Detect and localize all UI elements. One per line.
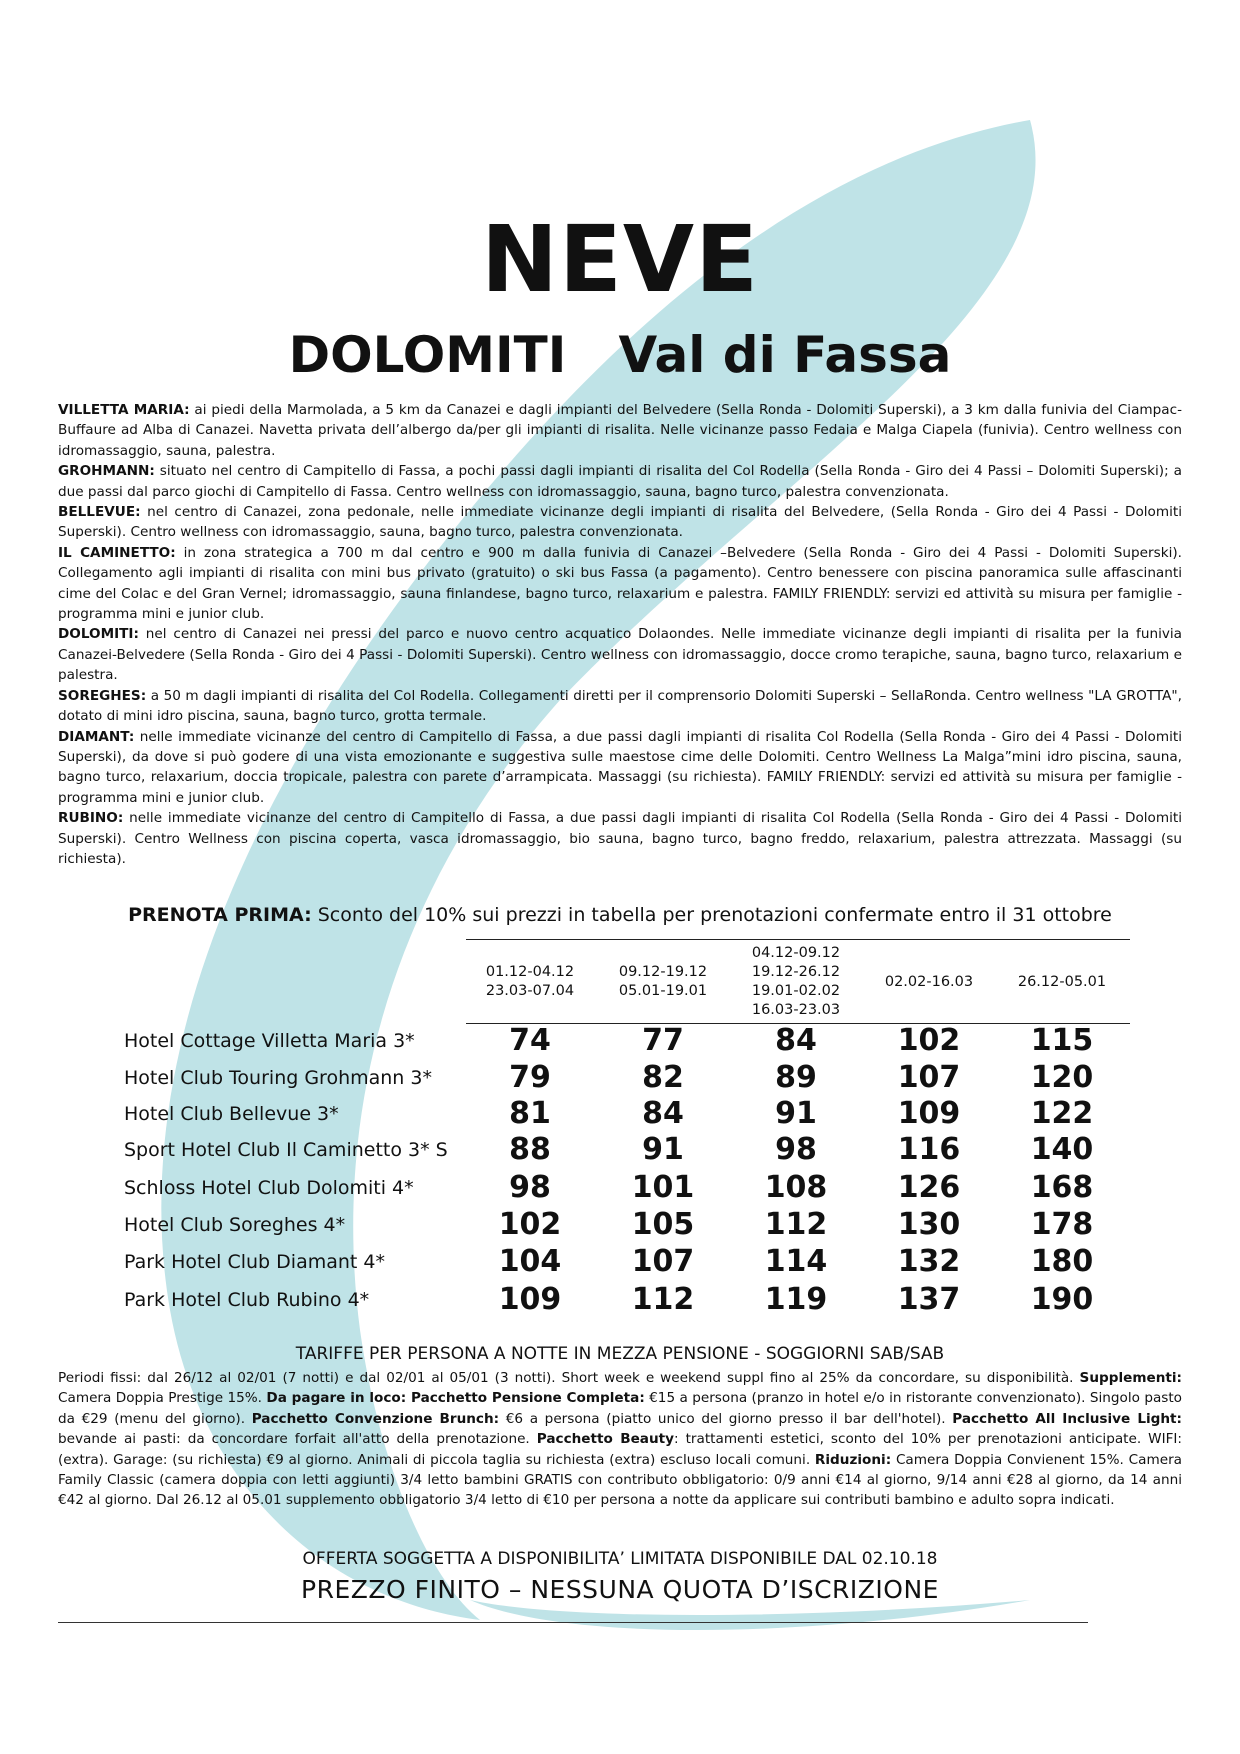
table-cell-price: 102 (498, 1207, 562, 1242)
period-range: 19.01-02.02 (751, 983, 841, 999)
table-cell-price: 137 (897, 1282, 961, 1317)
hotel-description-text: nel centro di Canazei nei pressi del parco e nuovo centro acquatico Dolaondes. Nelle immediate vicinanze degli impianti di risalita per la funivia Canazei-Belvedere (Sella Ronda - Giro dei 4 Passi - Dolomiti Superski). Centro wellness con idromassaggio, docce cromo terapiche, sauna, bagno turco, relaxarium e palestra. (58, 626, 1182, 684)
table-cell-price: 109 (897, 1096, 961, 1131)
table-cell-price: 115 (1030, 1023, 1094, 1058)
hotel-description-text: ai piedi della Marmolada, a 5 km da Canazei e dagli impianti del Belvedere (Sella Ronda - Dolomiti Superski), a 3 km dalla funivia del Ciampac-Buffaure ad Alba di Canazei. Navetta privata dell’albergo da/per gli impianti di risalita. Nelle vicinanze passo Fedaia e Malga Ciapela (funivia). Centro wellness con idromassaggio, sauna, palestra. (58, 402, 1182, 459)
table-cell-price: 132 (897, 1244, 961, 1279)
table-cell-price: 89 (775, 1060, 817, 1095)
table-cell-price: 107 (897, 1060, 961, 1095)
period-range: 23.03-07.04 (485, 983, 575, 999)
hotel-description (58, 686, 1182, 727)
table-cell-price: 84 (775, 1023, 817, 1058)
table-row-hotel-name: Schloss Hotel Club Dolomiti 4* (124, 1177, 414, 1199)
terms-heading: Pacchetto Beauty (536, 1431, 675, 1448)
terms-notes (58, 1368, 1182, 1511)
terms-text: bevande ai pasti: da concordare forfait all'atto della prenotazione. (58, 1431, 537, 1448)
table-cell-price: 122 (1030, 1096, 1094, 1131)
period-column-header (460, 963, 600, 1001)
table-header-top-rule (466, 939, 1130, 940)
table-row-hotel-name: Park Hotel Club Diamant 4* (124, 1251, 385, 1273)
table-cell-price: 108 (764, 1170, 828, 1205)
hotel-description-name: DOLOMITI: (58, 626, 139, 643)
table-row-hotel-name: Hotel Club Touring Grohmann 3* (124, 1067, 432, 1089)
terms-text: €6 a persona (piatto unico del giorno presso il bar dell'hotel). (499, 1410, 953, 1427)
hotel-description (58, 808, 1182, 869)
period-range: 19.12-26.12 (751, 964, 841, 980)
table-cell-price: 82 (642, 1060, 684, 1095)
offerta-notice: OFFERTA SOGGETTA A DISPONIBILITA’ LIMITATA DISPONIBILE DAL 02.10.18 (302, 1549, 938, 1569)
hotel-description-name: RUBINO: (58, 810, 124, 827)
terms-heading: Pacchetto All Inclusive Light: (952, 1410, 1182, 1427)
hotel-description (58, 461, 1182, 502)
terms-heading: Riduzioni: (814, 1451, 892, 1468)
hotel-description-name: VILLETTA MARIA: (58, 402, 190, 418)
table-cell-price: 130 (897, 1207, 961, 1242)
table-cell-price: 112 (764, 1207, 828, 1242)
table-cell-price: 168 (1030, 1170, 1094, 1205)
prenota-label: PRENOTA PRIMA: (128, 904, 312, 926)
period-range: 09.12-19.12 (618, 964, 708, 980)
table-cell-price: 126 (897, 1170, 961, 1205)
table-cell-price: 79 (509, 1060, 551, 1095)
table-row-hotel-name: Hotel Club Soreghes 4* (124, 1214, 346, 1236)
table-cell-price: 91 (642, 1132, 684, 1167)
hotel-description-name: SOREGHES: (58, 687, 147, 704)
period-range: 05.01-19.01 (618, 983, 708, 999)
terms-text: Camera Doppia Prestige 15%. (58, 1390, 267, 1407)
prenota-text: Sconto del 10% sui prezzi in tabella per prenotazioni confermate entro il 31 ottobre (311, 904, 1112, 926)
period-column-header (593, 963, 733, 1001)
table-row-hotel-name: Hotel Club Bellevue 3* (124, 1103, 339, 1125)
table-cell-price: 107 (631, 1244, 695, 1279)
period-range: 26.12-05.01 (1017, 973, 1107, 990)
table-cell-price: 98 (509, 1170, 551, 1205)
tariffe-caption: TARIFFE PER PERSONA A NOTTE IN MEZZA PENSIONE - SOGGIORNI SAB/SAB (295, 1344, 945, 1364)
hotel-description-text: a 50 m dagli impianti di risalita del Col Rodella. Collegamenti diretti per il comprensorio Dolomiti Superski – SellaRonda. Centro wellness "LA GROTTA", dotato di mini idro piscina, sauna, bagno turco, grotta termale. (58, 687, 1182, 725)
table-cell-price: 114 (764, 1244, 828, 1279)
terms-heading: Supplementi: (1079, 1370, 1182, 1386)
table-cell-price: 98 (775, 1132, 817, 1167)
table-cell-price: 190 (1030, 1282, 1094, 1317)
period-range: 16.03-23.03 (751, 1002, 841, 1018)
hotel-description (58, 624, 1182, 685)
hotel-description-text: nelle immediate vicinanze del centro di Campitello di Fassa, a due passi dagli impianti di risalita Col Rodella (Sella Ronda - Giro dei 4 Passi - Dolomiti Superski). Centro Wellness con piscina coperta, vasca idromassaggio, bio sauna, bagno turco, bagno freddo, relaxarium, palestra attrezzata. Massaggi (su richiesta). (58, 810, 1182, 867)
terms-text: Camera Doppia Convienent 15%. Camera Family Classic (camera doppia con letti aggiunti) 3/4 letto bambini GRATIS con contributo obbligatorio: 0/9 anni €14 al giorno, 9/14 anni €28 al giorno, da 14 anni €42 al giorno. Dal 26.12 al 05.01 supplemento obbligatorio 3/4 letto di €10 per persona a notte da applicare sui contributi bambino e adulto sopra indicati. (58, 1451, 1182, 1509)
table-row-hotel-name: Hotel Cottage Villetta Maria 3* (124, 1030, 415, 1052)
table-cell-price: 178 (1030, 1207, 1094, 1242)
period-column-header (859, 973, 999, 992)
hotel-description (58, 400, 1182, 461)
hotel-description-name: GROHMANN: (58, 463, 155, 480)
table-cell-price: 105 (631, 1207, 695, 1242)
period-column-header (992, 973, 1132, 992)
table-cell-price: 104 (498, 1244, 562, 1279)
period-range: 01.12-04.12 (485, 964, 575, 980)
table-cell-price: 77 (642, 1023, 684, 1058)
table-cell-price: 116 (897, 1132, 961, 1167)
table-cell-price: 140 (1030, 1132, 1094, 1167)
period-column-header (726, 944, 866, 1020)
table-cell-price: 102 (897, 1023, 961, 1058)
table-row-hotel-name: Park Hotel Club Rubino 4* (124, 1289, 370, 1311)
table-cell-price: 81 (509, 1096, 551, 1131)
hotel-descriptions (58, 400, 1182, 869)
bottom-divider (58, 1622, 1088, 1623)
table-cell-price: 180 (1030, 1244, 1094, 1279)
page-subtitle: DOLOMITI Val di Fassa (288, 326, 952, 384)
table-cell-price: 101 (631, 1170, 695, 1205)
period-range: 02.02-16.03 (884, 973, 974, 990)
page-title: NEVE (481, 206, 759, 313)
terms-text: €15 a persona (pranzo in hotel e/o in ristorante convenzionato). Singolo pasto da €29 (menu del giorno). (58, 1390, 1183, 1427)
hotel-description-text: nelle immediate vicinanze del centro di Campitello di Fassa, a due passi dagli impianti di risalita Col Rodella (Sella Ronda - Giro dei 4 Passi - Dolomiti Superski), da dove si può godere di una vista emozionante e suggestiva sulle maestose cime delle Dolomiti. Centro Wellness La Malga”mini idro piscina, sauna, bagno turco, relaxarium, doccia tropicale, palestra con parete d’arrampicata. Massaggi (su richiesta). FAMILY FRIENDLY: servizi ed attività su misura per famiglie - programma mini e junior club. (58, 728, 1182, 806)
table-cell-price: 84 (642, 1096, 684, 1131)
terms-text: : trattamenti estetici, sconto del 10% per prenotazioni anticipate. WIFI: (extra). Garage: (su richiesta) €9 al giorno. Animali di piccola taglia su richiesta (extra) escluso locali comuni. (58, 1431, 1182, 1468)
hotel-description-name: IL CAMINETTO: (58, 544, 176, 561)
terms-text: Periodi fissi: dal 26/12 al 02/01 (7 notti) e dal 02/01 al 05/01 (3 notti). Short week e weekend suppl fino al 25% da concordare, su disponibilità. (58, 1370, 1074, 1386)
table-cell-price: 88 (509, 1132, 551, 1167)
hotel-description (58, 502, 1182, 543)
prezzo-finito-notice: PREZZO FINITO – NESSUNA QUOTA D’ISCRIZIONE (301, 1575, 939, 1604)
hotel-description-name: DIAMANT: (58, 728, 135, 745)
table-cell-price: 120 (1030, 1060, 1094, 1095)
hotel-description-text: in zona strategica a 700 m dal centro e 900 m dalla funivia di Canazei –Belvedere (Sella Ronda - Giro dei 4 Passi - Dolomiti Superski). Collegamento agli impianti di risalita con mini bus privato (gratuito) o ski bus Fassa (a pagamento). Centro benessere con piscina panoramica sulle affascinanti cime del Colac e del Gran Vernel; idromassaggio, sauna finlandese, bagno turco, relaxarium e palestra. FAMILY FRIENDLY: servizi ed attività su misura per famiglie - programma mini e junior club. (58, 544, 1182, 623)
table-cell-price: 91 (775, 1096, 817, 1131)
table-cell-price: 74 (509, 1023, 551, 1058)
hotel-description-text: nel centro di Canazei, zona pedonale, nelle immediate vicinanze degli impianti di risalita del Belvedere, (Sella Ronda - Giro dei 4 Passi - Dolomiti Superski). Centro wellness con idromassaggio, sauna, bagno turco, palestra convenzionata. (58, 504, 1182, 541)
hotel-description-text: situato nel centro di Campitello di Fassa, a pochi passi dagli impianti di risalita del Col Rodella (Sella Ronda - Giro dei 4 Passi – Dolomiti Superski); a due passi dal parco giochi di Campitello di Fassa. Centro wellness con idromassaggio, sauna, bagno turco, palestra convenzionata. (58, 463, 1182, 500)
prenota-prima-banner (0, 902, 1240, 928)
hotel-description-name: BELLEVUE: (58, 504, 141, 521)
terms-heading: Da pagare in loco: Pacchetto Pensione Completa: (266, 1390, 645, 1407)
table-cell-price: 109 (498, 1282, 562, 1317)
table-cell-price: 112 (631, 1282, 695, 1317)
hotel-description (58, 727, 1182, 809)
terms-heading: Pacchetto Convenzione Brunch: (251, 1410, 500, 1427)
table-row-hotel-name: Sport Hotel Club Il Caminetto 3* S (124, 1139, 448, 1161)
hotel-description (58, 543, 1182, 625)
table-cell-price: 119 (764, 1282, 828, 1317)
terms-paragraph (58, 1368, 1182, 1511)
period-range: 04.12-09.12 (751, 945, 841, 961)
